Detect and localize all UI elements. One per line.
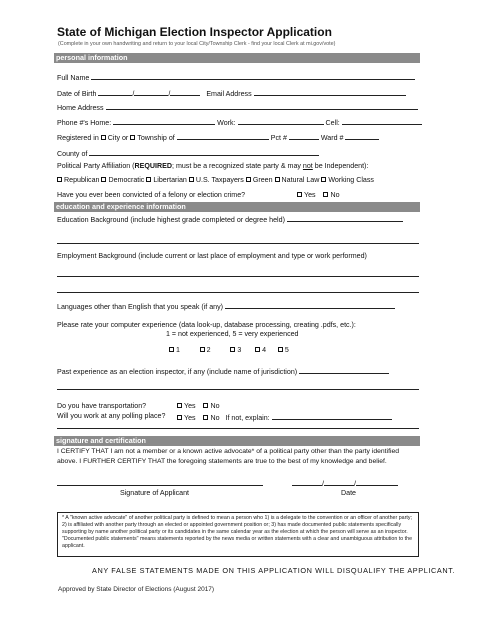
party-green-checkbox[interactable] bbox=[246, 177, 251, 182]
party-republican-checkbox[interactable] bbox=[57, 177, 62, 182]
party-republican-label: Republican bbox=[64, 176, 100, 184]
felony-no-checkbox[interactable] bbox=[323, 192, 328, 197]
employment-label: Employment Background (include current or last place of employment and type or work performed) bbox=[57, 252, 367, 260]
phone-work-field[interactable] bbox=[238, 117, 324, 125]
phone-work-label: Work: bbox=[217, 119, 236, 127]
dob-label: Date of Birth bbox=[57, 90, 97, 98]
languages-field[interactable] bbox=[225, 301, 395, 309]
party-democratic-label: Democratic bbox=[108, 176, 145, 184]
computer-question: Please rate your computer experience (data look-up, database processing, creating .pdfs, etc.): bbox=[57, 321, 356, 329]
past-exp-field[interactable] bbox=[299, 366, 389, 374]
city-checkbox[interactable] bbox=[101, 135, 106, 140]
phone-home-field[interactable] bbox=[113, 117, 215, 125]
party-naturallaw-checkbox[interactable] bbox=[275, 177, 280, 182]
date-year-field[interactable] bbox=[356, 478, 398, 486]
date-label: Date bbox=[341, 489, 356, 497]
past-exp-row bbox=[57, 366, 389, 377]
computer-ratings: 1 2 3 4 5 bbox=[169, 346, 289, 355]
county-label: County of bbox=[57, 150, 88, 158]
felony-yes-checkbox[interactable] bbox=[297, 192, 302, 197]
any-place-question: Will you work at any polling place? bbox=[57, 412, 166, 420]
dob-row: Date of Birth / / Email Address bbox=[57, 88, 406, 99]
section-header-signature: signature and certification bbox=[54, 436, 420, 446]
party-green-label: Green bbox=[252, 176, 273, 184]
party-workingclass-checkbox[interactable] bbox=[321, 177, 326, 182]
education-line-2[interactable] bbox=[57, 243, 419, 244]
employment-line-2[interactable] bbox=[57, 292, 419, 293]
party-workingclass-label: Working Class bbox=[328, 176, 374, 184]
rating-3-checkbox[interactable] bbox=[230, 347, 235, 352]
past-exp-line-2[interactable] bbox=[57, 389, 419, 390]
phone-cell-label: Cell: bbox=[325, 119, 340, 127]
county-field[interactable] bbox=[89, 148, 319, 156]
full-name-label: Full Name bbox=[57, 74, 90, 82]
if-not-field[interactable] bbox=[272, 412, 392, 420]
ward-label: Ward # bbox=[320, 134, 344, 142]
felony-options: Yes No bbox=[297, 191, 340, 200]
employment-line-1[interactable] bbox=[57, 276, 419, 277]
township-checkbox[interactable] bbox=[130, 135, 135, 140]
languages-row bbox=[57, 301, 395, 312]
section-header-personal: personal information bbox=[54, 53, 420, 63]
rating-4-checkbox[interactable] bbox=[255, 347, 260, 352]
dob-year-field[interactable] bbox=[170, 88, 200, 96]
full-name-field[interactable] bbox=[91, 72, 415, 80]
any-place-yes-checkbox[interactable] bbox=[177, 415, 182, 420]
pct-field[interactable] bbox=[289, 132, 319, 140]
certify-line-2: above. I FURTHER CERTIFY THAT the foregoing statements are true to the best of my knowledge and belief. bbox=[57, 458, 387, 465]
party-ustaxpayers-label: U.S. Taxpayers bbox=[195, 176, 244, 184]
email-label: Email Address bbox=[206, 90, 252, 98]
ward-field[interactable] bbox=[345, 132, 379, 140]
if-not-line-2[interactable] bbox=[57, 428, 419, 429]
party-libertarian-checkbox[interactable] bbox=[146, 177, 151, 182]
form-title: State of Michigan Election Inspector Application bbox=[57, 25, 332, 39]
rating-1-checkbox[interactable] bbox=[169, 347, 174, 352]
felony-question: Have you ever been convicted of a felony or election crime? bbox=[57, 191, 246, 199]
county-row bbox=[57, 148, 319, 159]
township-label: Township of bbox=[137, 134, 175, 142]
transport-no-checkbox[interactable] bbox=[203, 403, 208, 408]
education-row bbox=[57, 214, 403, 225]
transport-options: Yes No bbox=[177, 402, 220, 411]
education-label: Education Background (include highest grade completed or degree held) bbox=[57, 216, 285, 224]
rating-2-checkbox[interactable] bbox=[200, 347, 205, 352]
party-question: Political Party Affiliation (REQUIRED; must be a recognized state party & may not be Independent): bbox=[57, 162, 369, 170]
certify-line-1: I CERTIFY THAT I am not a member or a known active advocate* of a political party other than the party identified bbox=[57, 448, 400, 455]
signature-label: Signature of Applicant bbox=[120, 489, 190, 497]
full-name-row bbox=[57, 72, 415, 83]
past-exp-label: Past experience as an election inspector, if any (include name of jurisdiction) bbox=[57, 368, 298, 376]
section-header-education: education and experience information bbox=[54, 202, 420, 212]
approval-note: Approved by State Director of Elections (August 2017) bbox=[58, 586, 215, 593]
education-field[interactable] bbox=[287, 214, 403, 222]
languages-label: Languages other than English that you speak (if any) bbox=[57, 303, 224, 311]
party-naturallaw-label: Natural Law bbox=[281, 176, 320, 184]
transport-yes-checkbox[interactable] bbox=[177, 403, 182, 408]
any-place-no-checkbox[interactable] bbox=[203, 415, 208, 420]
party-ustaxpayers-checkbox[interactable] bbox=[189, 177, 194, 182]
computer-scale: 1 = not experienced, 5 = very experienced bbox=[166, 330, 299, 338]
registered-row bbox=[57, 132, 379, 143]
phone-row bbox=[57, 117, 422, 128]
home-address-row bbox=[57, 102, 418, 113]
transport-question: Do you have transportation? bbox=[57, 402, 147, 410]
party-options bbox=[57, 176, 374, 185]
dob-day-field[interactable] bbox=[134, 88, 168, 96]
any-place-options: Yes No If not, explain: bbox=[177, 412, 392, 423]
date-day-field[interactable] bbox=[324, 478, 354, 486]
dob-month-field[interactable] bbox=[98, 88, 132, 96]
registered-label: Registered in bbox=[57, 134, 99, 142]
pct-label: Pct # bbox=[270, 134, 287, 142]
date-fields: / / bbox=[292, 478, 398, 489]
signature-line[interactable] bbox=[57, 485, 263, 486]
home-address-field[interactable] bbox=[106, 102, 418, 110]
disqualify-warning: ANY FALSE STATEMENTS MADE ON THIS APPLICATION WILL DISQUALIFY THE APPLICANT. bbox=[92, 566, 456, 575]
township-field[interactable] bbox=[177, 132, 269, 140]
rating-5-checkbox[interactable] bbox=[278, 347, 283, 352]
phone-cell-field[interactable] bbox=[342, 117, 422, 125]
home-address-label: Home Address bbox=[57, 104, 104, 112]
if-not-label: If not, explain: bbox=[225, 414, 270, 422]
advocate-footnote: * A "known active advocate" of another political party is defined to mean a person who 1) is a delegate to the convention or an officer of another party; 2) is affiliated with another party through an elected or appointed government position or; 3) has made documented public statements specifically supporting by name another political party or its candidates in the same calendar year as the election at which the person will serve as an inspector. "Documented public statements" means statements reported by the news media or written statements with a clear and unambiguous attribution to the applicant. bbox=[57, 512, 419, 557]
date-month-field[interactable] bbox=[292, 478, 322, 486]
phone-home-label: Phone #'s Home: bbox=[57, 119, 112, 127]
city-label: City or bbox=[107, 134, 129, 142]
form-subtitle: (Complete in your own handwriting and return to your local City/Township Clerk - find your local Clerk at mi.gov/vote) bbox=[58, 41, 336, 47]
email-field[interactable] bbox=[254, 88, 406, 96]
party-libertarian-label: Libertarian bbox=[153, 176, 187, 184]
party-democratic-checkbox[interactable] bbox=[101, 177, 106, 182]
